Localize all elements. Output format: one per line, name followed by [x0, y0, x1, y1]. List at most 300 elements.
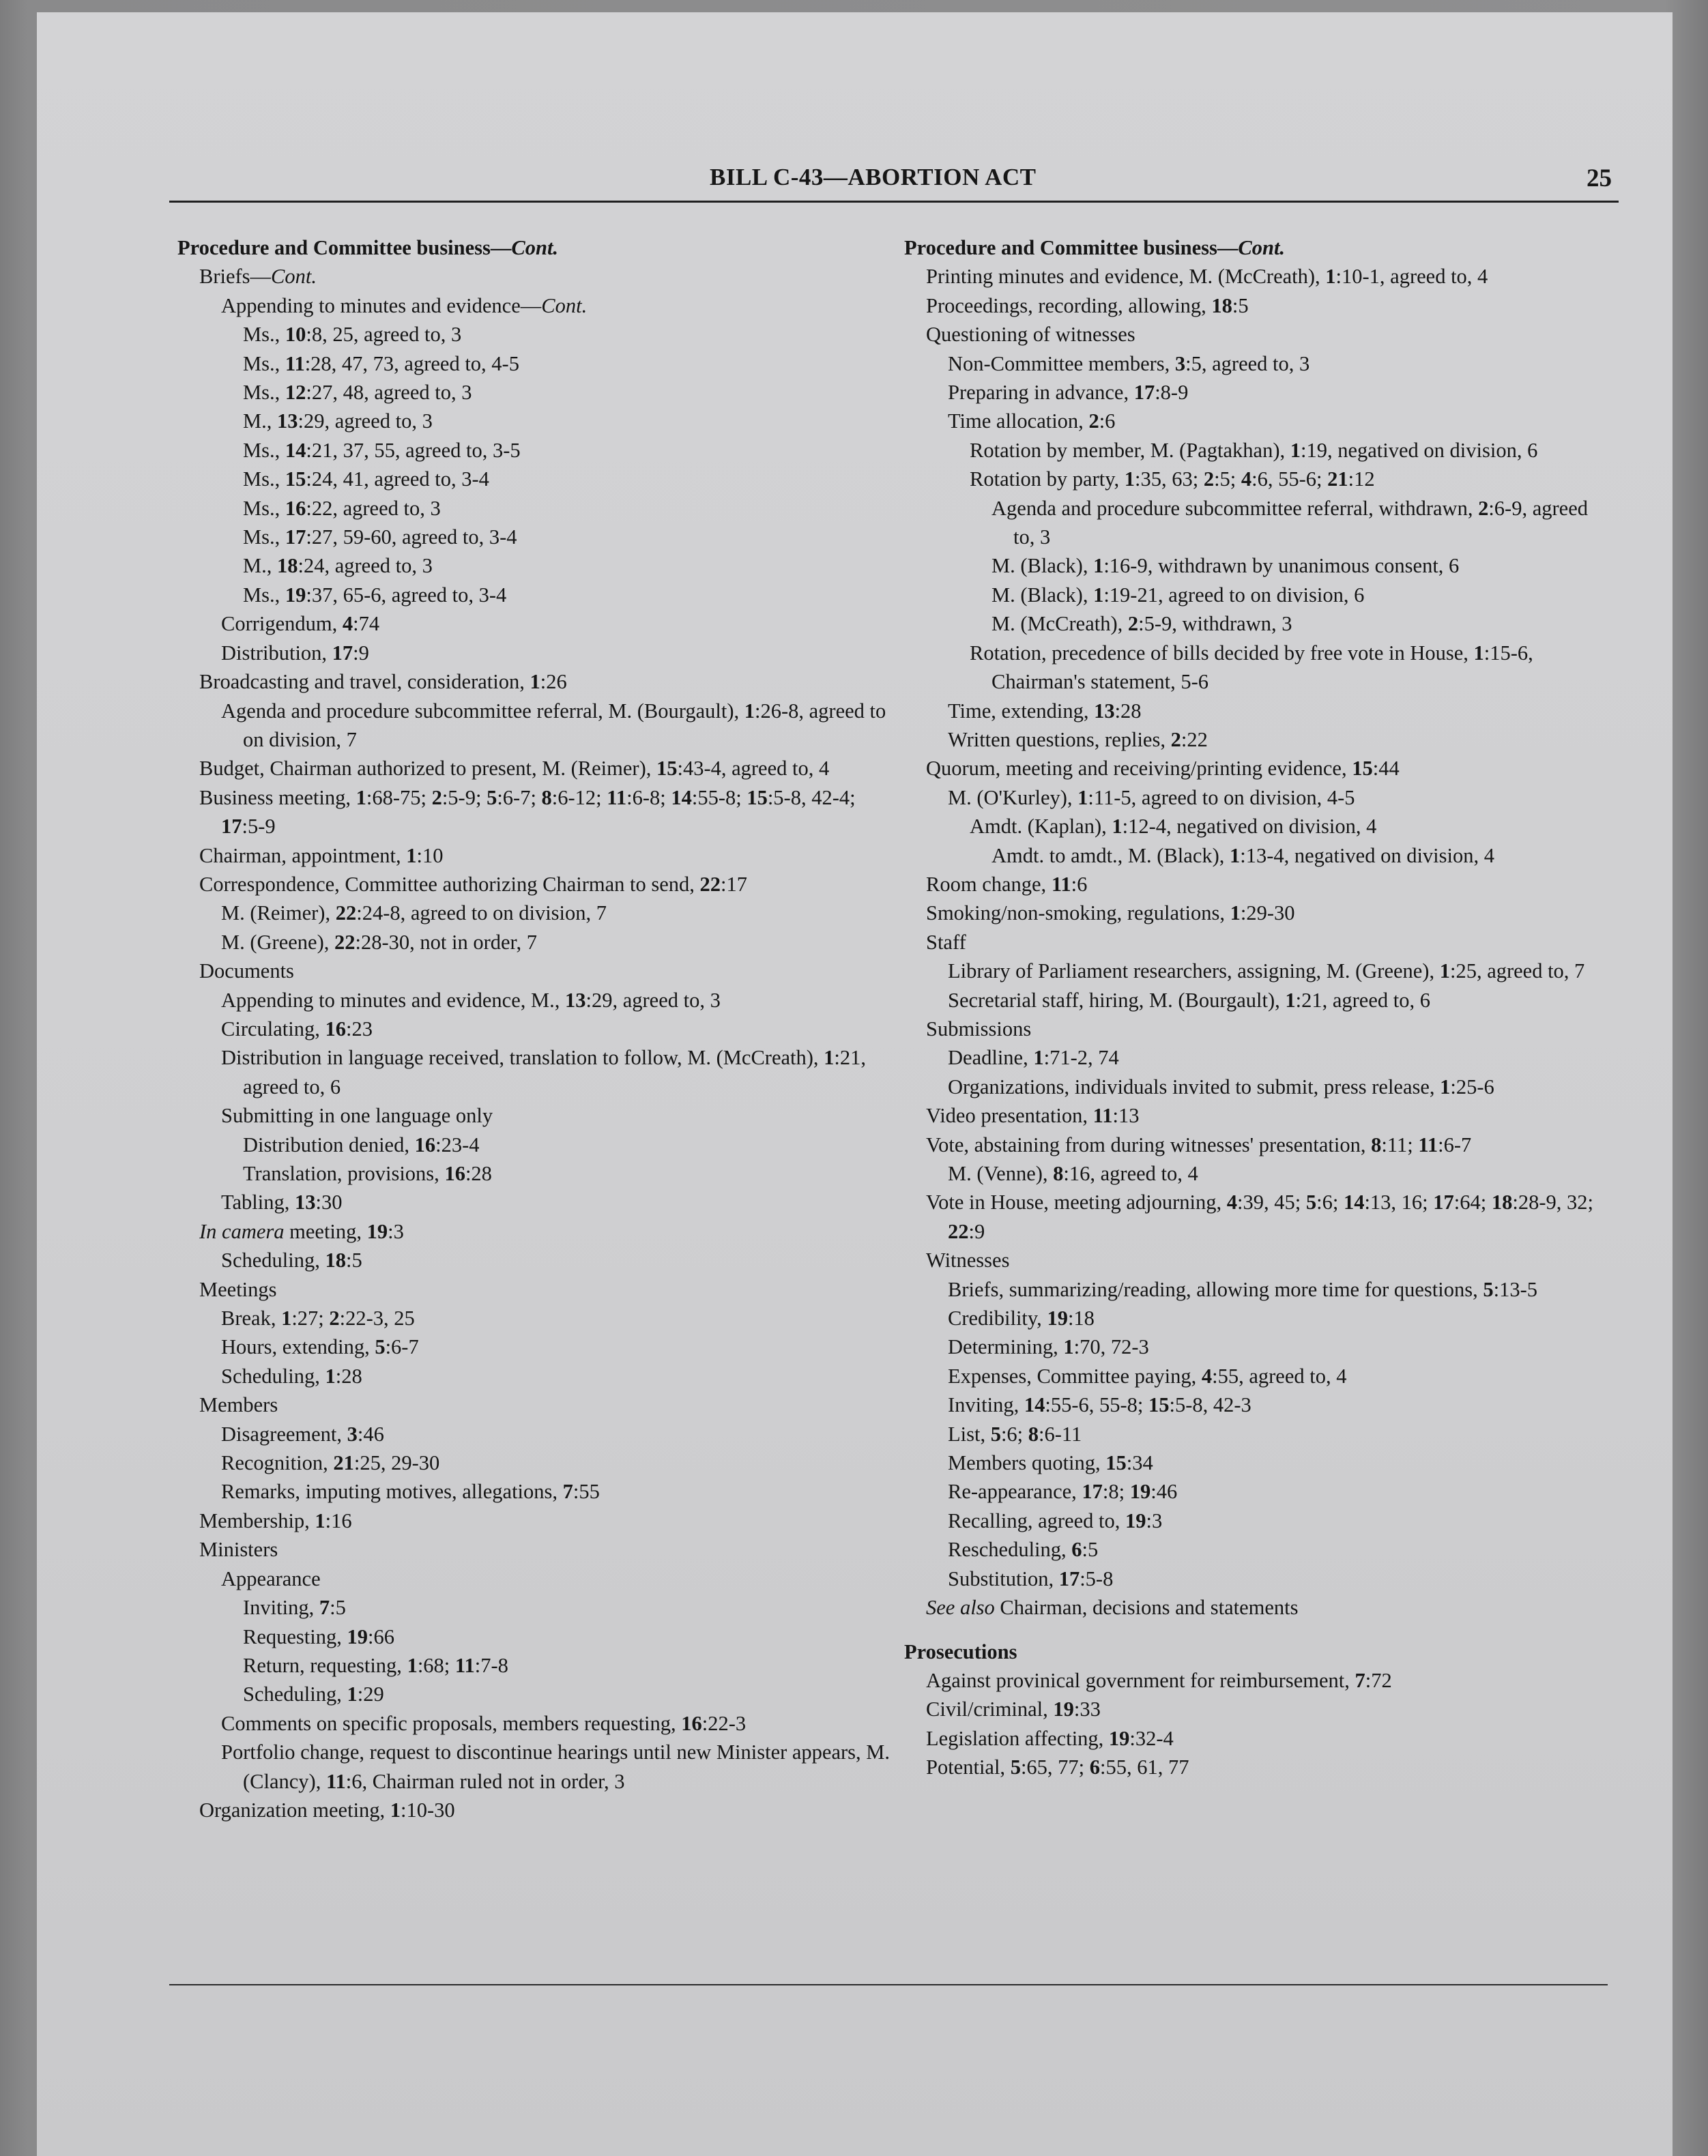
- entry-text: :6, Chairman ruled not in order, 3: [345, 1769, 625, 1793]
- volume-number: 5: [1010, 1756, 1021, 1779]
- entry-text: Broadcasting and travel, consideration,: [199, 670, 530, 694]
- entry-text: :5: [1082, 1538, 1099, 1562]
- page-number: 25: [1587, 164, 1612, 192]
- volume-number: 1: [744, 699, 755, 723]
- entry-text: In camera: [199, 1219, 285, 1243]
- volume-number: 18: [325, 1249, 346, 1272]
- entry-text: :46: [1150, 1480, 1178, 1504]
- volume-number: 15: [1105, 1451, 1127, 1475]
- entry-text: Rotation by member, M. (Pagtakhan),: [970, 438, 1290, 462]
- entry-text: :29, agreed to, 3: [585, 988, 721, 1012]
- entry-text: :28-9, 32;: [1512, 1191, 1593, 1214]
- index-entry: [177, 639, 894, 667]
- volume-number: 22: [335, 901, 357, 925]
- entry-text: :6-7: [385, 1335, 419, 1359]
- entry-text: Chairman, decisions and statements: [994, 1596, 1299, 1620]
- entry-text: Rotation by party,: [970, 467, 1125, 491]
- volume-number: 1: [1285, 988, 1296, 1012]
- index-heading: [904, 1637, 1600, 1666]
- index-entry: [904, 436, 1600, 465]
- volume-number: 5: [1305, 1191, 1317, 1214]
- volume-number: 5: [1483, 1277, 1494, 1301]
- index-entry: [177, 320, 894, 349]
- index-entry: [904, 378, 1600, 407]
- volume-number: 1: [1230, 901, 1241, 925]
- entry-text: :5-8, 42-4;: [767, 785, 856, 809]
- entry-text: :22: [1181, 727, 1208, 751]
- volume-number: 1: [1077, 785, 1088, 809]
- volume-number: 16: [681, 1711, 702, 1735]
- index-entry: [177, 1593, 894, 1622]
- entry-text: :35, 63;: [1135, 467, 1204, 491]
- entry-text: Ms.,: [243, 381, 285, 405]
- entry-text: Vote in House, meeting adjourning,: [926, 1191, 1227, 1214]
- entry-text: :27, 48, agreed to, 3: [306, 381, 472, 405]
- entry-text: :19, negatived on division, 6: [1301, 438, 1538, 462]
- entry-text: :5-8, 42-3: [1169, 1393, 1251, 1417]
- volume-number: 13: [565, 988, 586, 1012]
- index-entry: [177, 1362, 894, 1390]
- entry-text: Amdt. to amdt., M. (Black),: [991, 843, 1230, 867]
- entry-text: :34: [1126, 1451, 1153, 1475]
- index-entry: [904, 291, 1600, 320]
- entry-text: Briefs, summarizing/reading, allowing more time for questions,: [948, 1277, 1483, 1301]
- index-entry: [177, 1738, 894, 1796]
- index-entry: [177, 841, 894, 870]
- entry-text: Submitting in one language only: [221, 1104, 493, 1128]
- index-entry: [177, 957, 894, 985]
- entry-text: Printing minutes and evidence, M. (McCreath),: [926, 265, 1326, 289]
- entry-text: Distribution,: [221, 641, 332, 665]
- entry-text: Cont.: [1238, 236, 1286, 259]
- index-entry: [904, 1390, 1600, 1419]
- entry-text: Ms.,: [243, 583, 285, 607]
- entry-text: :5: [330, 1596, 346, 1620]
- entry-text: :55-8;: [691, 785, 747, 809]
- entry-text: Ms.,: [243, 351, 285, 375]
- entry-text: Agenda and procedure subcommittee referral, withdrawn,: [991, 496, 1479, 520]
- index-heading: [904, 233, 1600, 262]
- entry-text: :18: [1067, 1307, 1095, 1330]
- volume-number: 19: [1108, 1726, 1130, 1750]
- entry-text: :23: [345, 1017, 373, 1040]
- index-entry: [904, 1246, 1600, 1274]
- volume-number: 21: [1327, 467, 1348, 491]
- entry-text: :5: [1232, 293, 1249, 317]
- entry-text: :44: [1372, 757, 1400, 781]
- entry-text: :24, agreed to, 3: [298, 554, 433, 578]
- entry-text: Business meeting,: [199, 785, 356, 809]
- entry-text: List,: [948, 1422, 991, 1446]
- entry-text: Ms.,: [243, 496, 285, 520]
- volume-number: 1: [1093, 583, 1104, 607]
- entry-text: :8;: [1102, 1480, 1130, 1504]
- entry-text: :15-6, Chairman's statement, 5-6: [991, 641, 1533, 694]
- index-entry: [904, 1015, 1600, 1043]
- volume-number: 1: [325, 1364, 336, 1388]
- index-entry: [904, 783, 1600, 812]
- entry-text: Organizations, individuals invited to submit, press release,: [948, 1075, 1441, 1098]
- entry-text: Scheduling,: [221, 1249, 325, 1272]
- entry-text: :5;: [1214, 467, 1241, 491]
- entry-text: :6-9, agreed to, 3: [1013, 496, 1588, 549]
- entry-text: Re-appearance,: [948, 1480, 1082, 1504]
- index-entry: [904, 1131, 1600, 1159]
- volume-number: 11: [607, 785, 627, 809]
- entry-text: :24, 41, agreed to, 3-4: [306, 467, 489, 491]
- entry-text: Portfolio change, request to discontinue hearings until new Minister appears, M. (Clancy),: [221, 1740, 891, 1793]
- volume-number: 2: [1127, 612, 1139, 636]
- index-entry: [177, 407, 894, 435]
- volume-number: 18: [1491, 1191, 1513, 1214]
- index-entry: [904, 1304, 1600, 1332]
- index-entry: [904, 841, 1600, 870]
- index-entry: [904, 870, 1600, 899]
- volume-number: 11: [1418, 1133, 1438, 1156]
- index-entry: [177, 1535, 894, 1564]
- index-entry: [904, 1724, 1600, 1753]
- volume-number: 19: [1047, 1307, 1068, 1330]
- index-entry: [177, 1159, 894, 1188]
- entry-text: :37, 65-6, agreed to, 3-4: [306, 583, 507, 607]
- entry-text: Time, extending,: [948, 699, 1095, 723]
- entry-text: :7-8: [474, 1653, 508, 1677]
- entry-text: :33: [1073, 1698, 1101, 1721]
- entry-text: M. (Greene),: [221, 930, 334, 954]
- entry-text: Documents: [199, 959, 294, 983]
- volume-number: 22: [699, 872, 721, 896]
- volume-number: 19: [1053, 1698, 1074, 1721]
- entry-text: :3: [388, 1219, 404, 1243]
- index-entry: [904, 986, 1600, 1015]
- volume-number: 19: [1129, 1480, 1151, 1504]
- entry-text: :22, agreed to, 3: [306, 496, 441, 520]
- index-entry: [177, 1043, 894, 1101]
- index-entry: [904, 1753, 1600, 1781]
- entry-text: :17: [721, 872, 748, 896]
- volume-number: 8: [541, 785, 552, 809]
- index-entry: [177, 465, 894, 493]
- entry-text: Deadline,: [948, 1046, 1034, 1070]
- volume-number: 2: [329, 1307, 340, 1330]
- volume-number: 1: [315, 1509, 325, 1532]
- entry-text: Inviting,: [948, 1393, 1024, 1417]
- index-entry: [177, 581, 894, 609]
- footer-rule: [169, 1984, 1608, 1985]
- entry-text: Break,: [221, 1307, 282, 1330]
- entry-text: Potential,: [926, 1756, 1011, 1779]
- volume-number: 1: [1473, 641, 1484, 665]
- entry-text: :9: [353, 641, 369, 665]
- volume-number: 11: [454, 1653, 475, 1677]
- entry-text: Organization meeting,: [199, 1798, 390, 1822]
- entry-text: :68-75;: [366, 785, 432, 809]
- volume-number: 14: [671, 785, 692, 809]
- entry-text: :13: [1112, 1104, 1140, 1128]
- index-entry: [177, 1390, 894, 1419]
- volume-number: 19: [285, 583, 306, 607]
- volume-number: 2: [1170, 727, 1181, 751]
- index-entry: [177, 1622, 894, 1651]
- volume-number: 11: [285, 351, 305, 375]
- entry-text: :16-9, withdrawn by unanimous consent, 6: [1103, 554, 1460, 578]
- volume-number: 1: [406, 843, 417, 867]
- index-entry: [177, 870, 894, 899]
- entry-text: Comments on specific proposals, members requesting,: [221, 1711, 682, 1735]
- entry-text: :6;: [1000, 1422, 1028, 1446]
- index-entry: [904, 551, 1600, 580]
- entry-text: :43-4, agreed to, 4: [677, 757, 830, 781]
- entry-text: Cont.: [541, 293, 588, 317]
- volume-number: 13: [295, 1191, 316, 1214]
- entry-text: :25, 29-30: [353, 1451, 440, 1475]
- entry-text: Questioning of witnesses: [926, 323, 1135, 347]
- entry-text: :5, agreed to, 3: [1185, 351, 1310, 375]
- volume-number: 1: [1033, 1046, 1044, 1070]
- index-entry: [904, 899, 1600, 927]
- entry-text: :28-30, not in order, 7: [355, 930, 537, 954]
- volume-number: 17: [221, 815, 242, 839]
- index-entry: [177, 1448, 894, 1477]
- entry-text: :21, agreed to, 6: [243, 1046, 867, 1098]
- entry-text: Prosecutions: [904, 1640, 1017, 1663]
- index-entry: [904, 349, 1600, 378]
- volume-number: 16: [414, 1133, 436, 1156]
- volume-number: 4: [1201, 1364, 1213, 1388]
- entry-text: Membership,: [199, 1509, 315, 1532]
- index-entry: [177, 291, 894, 320]
- volume-number: 1: [530, 670, 540, 694]
- entry-text: :70, 72-3: [1073, 1335, 1149, 1359]
- entry-spacer: [904, 1622, 1600, 1637]
- volume-number: 18: [277, 554, 298, 578]
- entry-text: :21, 37, 55, agreed to, 3-5: [306, 438, 521, 462]
- entry-text: Cont.: [271, 265, 317, 289]
- volume-number: 6: [1071, 1538, 1082, 1562]
- index-column-right: [904, 233, 1600, 1782]
- index-entry: [177, 436, 894, 465]
- entry-text: :13-4, negatived on division, 4: [1240, 843, 1494, 867]
- volume-number: 1: [1439, 959, 1450, 983]
- volume-number: 2: [1478, 496, 1489, 520]
- volume-number: 15: [656, 757, 678, 781]
- volume-number: 16: [285, 496, 306, 520]
- entry-text: Appearance: [221, 1567, 321, 1590]
- index-entry: [904, 1159, 1600, 1188]
- entry-text: :46: [357, 1422, 384, 1446]
- entry-text: Agenda and procedure subcommittee referral, M. (Bourgault),: [221, 699, 744, 723]
- volume-number: 1: [824, 1046, 835, 1070]
- volume-number: 17: [1058, 1567, 1080, 1590]
- entry-text: :6-12;: [551, 785, 607, 809]
- entry-text: Scheduling,: [221, 1364, 325, 1388]
- index-entry: [177, 928, 894, 957]
- entry-text: Distribution in language received, translation to follow, M. (McCreath),: [221, 1046, 824, 1070]
- entry-text: :11;: [1381, 1133, 1419, 1156]
- entry-text: :8, 25, agreed to, 3: [306, 323, 462, 347]
- volume-number: 8: [1053, 1162, 1064, 1185]
- index-entry: [177, 1477, 894, 1506]
- entry-text: :27;: [291, 1307, 330, 1330]
- entry-text: Ms.,: [243, 323, 285, 347]
- index-entry: [177, 1015, 894, 1043]
- volume-number: 17: [285, 525, 306, 549]
- index-entry: [904, 1535, 1600, 1564]
- entry-text: Appending to minutes and evidence—: [221, 293, 542, 317]
- entry-text: :22-3, 25: [339, 1307, 415, 1330]
- index-entry: [177, 349, 894, 378]
- index-entry: [904, 1332, 1600, 1361]
- volume-number: 14: [1343, 1191, 1365, 1214]
- entry-text: :13, 16;: [1364, 1191, 1434, 1214]
- volume-number: 12: [285, 381, 306, 405]
- entry-text: Return, requesting,: [243, 1653, 407, 1677]
- entry-text: Secretarial staff, hiring, M. (Bourgault),: [948, 988, 1286, 1012]
- entry-text: Proceedings, recording, allowing,: [926, 293, 1212, 317]
- entry-text: Determining,: [948, 1335, 1064, 1359]
- volume-number: 4: [1241, 467, 1252, 491]
- entry-text: :55: [573, 1480, 600, 1504]
- volume-number: 14: [1024, 1393, 1045, 1417]
- entry-text: Ms.,: [243, 467, 285, 491]
- index-entry: [904, 1448, 1600, 1477]
- volume-number: 11: [1051, 872, 1071, 896]
- index-entry: [177, 1304, 894, 1332]
- index-entry: [177, 986, 894, 1015]
- entry-text: M. (Black),: [991, 554, 1094, 578]
- index-entry: [177, 1506, 894, 1535]
- entry-text: Library of Parliament researchers, assigning, M. (Greene),: [948, 959, 1440, 983]
- entry-text: Translation, provisions,: [243, 1162, 445, 1185]
- entry-text: :27, 59-60, agreed to, 3-4: [306, 525, 517, 549]
- index-entry: [177, 1217, 894, 1246]
- volume-number: 22: [334, 930, 356, 954]
- index-entry: [904, 1420, 1600, 1448]
- entry-text: Procedure and Committee business—: [177, 236, 512, 259]
- entry-text: :5-9, withdrawn, 3: [1138, 612, 1292, 636]
- index-entry: [177, 1564, 894, 1593]
- volume-number: 1: [407, 1653, 418, 1677]
- volume-number: 1: [1093, 554, 1104, 578]
- volume-number: 16: [325, 1017, 346, 1040]
- index-entry: [177, 378, 894, 407]
- entry-text: :71-2, 74: [1043, 1046, 1119, 1070]
- index-entry: [904, 1506, 1600, 1535]
- entry-text: M. (Black),: [991, 583, 1094, 607]
- volume-number: 7: [319, 1596, 330, 1620]
- volume-number: 19: [1125, 1509, 1146, 1532]
- entry-text: Remarks, imputing motives, allegations,: [221, 1480, 563, 1504]
- entry-text: Vote, abstaining from during witnesses' presentation,: [926, 1133, 1372, 1156]
- entry-text: Disagreement,: [221, 1422, 347, 1446]
- index-entry: [177, 1188, 894, 1217]
- index-entry: [904, 725, 1600, 754]
- entry-text: :16, agreed to, 4: [1063, 1162, 1198, 1185]
- entry-text: Credibility,: [948, 1307, 1047, 1330]
- index-entry: [904, 697, 1600, 725]
- entry-text: :64;: [1453, 1191, 1492, 1214]
- index-entry: [904, 609, 1600, 638]
- entry-text: M. (Reimer),: [221, 901, 336, 925]
- entry-text: Room change,: [926, 872, 1052, 896]
- index-entry: [177, 1680, 894, 1708]
- index-entry: [177, 1332, 894, 1361]
- entry-text: meeting,: [284, 1219, 367, 1243]
- index-entry: [904, 581, 1600, 609]
- volume-number: 1: [1325, 265, 1336, 289]
- index-entry: [904, 1188, 1600, 1246]
- index-entry: [904, 754, 1600, 783]
- entry-text: :12: [1348, 467, 1375, 491]
- entry-text: Time allocation,: [948, 409, 1089, 433]
- entry-text: :29, agreed to, 3: [298, 409, 433, 433]
- entry-text: :55-6, 55-8;: [1045, 1393, 1148, 1417]
- entry-text: :10-1, agreed to, 4: [1335, 265, 1488, 289]
- entry-text: :24-8, agreed to on division, 7: [356, 901, 607, 925]
- index-entry: [904, 320, 1600, 349]
- entry-text: Cont.: [511, 236, 559, 259]
- entry-text: :23-4: [435, 1133, 480, 1156]
- volume-number: 3: [1174, 351, 1186, 375]
- index-entry: [177, 1101, 894, 1130]
- volume-number: 8: [1028, 1422, 1039, 1446]
- index-entry: [177, 609, 894, 638]
- volume-number: 15: [1352, 757, 1373, 781]
- index-entry: [177, 697, 894, 755]
- volume-number: 14: [285, 438, 306, 462]
- entry-text: :5-9: [242, 815, 276, 839]
- index-entry: [904, 1666, 1600, 1695]
- entry-text: :8-9: [1155, 381, 1189, 405]
- index-heading: [177, 233, 894, 262]
- entry-text: M.,: [243, 554, 277, 578]
- entry-text: :28: [1114, 699, 1142, 723]
- volume-number: 7: [562, 1480, 573, 1504]
- entry-text: :65, 77;: [1020, 1756, 1090, 1779]
- entry-text: :29: [357, 1682, 384, 1706]
- volume-number: 21: [333, 1451, 354, 1475]
- entry-text: M. (McCreath),: [991, 612, 1128, 636]
- index-entry: [904, 1073, 1600, 1101]
- entry-text: :6, 55-6;: [1251, 467, 1328, 491]
- index-entry: [904, 1593, 1600, 1622]
- entry-text: Recognition,: [221, 1451, 334, 1475]
- entry-text: Preparing in advance,: [948, 381, 1134, 405]
- index-entry: [177, 523, 894, 551]
- entry-text: :13-5: [1493, 1277, 1538, 1301]
- entry-text: :30: [315, 1191, 343, 1214]
- entry-text: Submissions: [926, 1017, 1032, 1040]
- volume-number: 15: [1148, 1393, 1170, 1417]
- entry-text: Civil/criminal,: [926, 1698, 1054, 1721]
- entry-text: Meetings: [199, 1277, 277, 1301]
- entry-text: :19-21, agreed to on division, 6: [1103, 583, 1365, 607]
- entry-text: Ms.,: [243, 438, 285, 462]
- entry-text: :11-5, agreed to on division, 4-5: [1088, 785, 1355, 809]
- index-entry: [177, 1131, 894, 1159]
- entry-text: :68;: [417, 1653, 455, 1677]
- entry-text: Written questions, replies,: [948, 727, 1171, 751]
- entry-text: Staff: [926, 930, 966, 954]
- index-entry: [904, 812, 1600, 841]
- index-column-left: [177, 233, 894, 1824]
- entry-text: Budget, Chairman authorized to present, M. (Reimer),: [199, 757, 656, 781]
- volume-number: 1: [1440, 1075, 1451, 1098]
- index-entry: [177, 551, 894, 580]
- volume-number: 17: [1133, 381, 1155, 405]
- volume-number: 1: [1230, 843, 1241, 867]
- entry-text: :3: [1146, 1509, 1163, 1532]
